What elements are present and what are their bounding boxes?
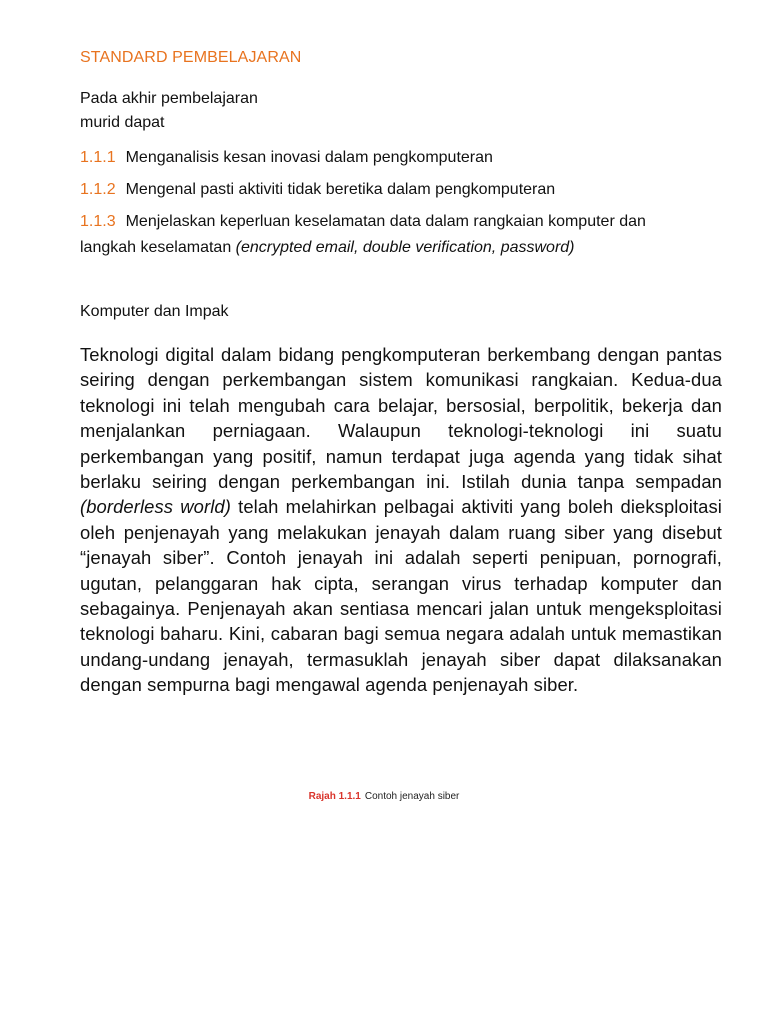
- section-title: Komputer dan Impak: [80, 303, 229, 320]
- caption-text: Contoh jenayah siber: [364, 791, 460, 802]
- outcome-extra: (encrypted email, double verification, password): [235, 239, 575, 256]
- intro-line-1: Pada akhir pembelajaran: [80, 90, 258, 107]
- intro-text: [80, 87, 258, 135]
- outcome-number: 1.1.3: [80, 213, 116, 230]
- outcome-item-2: [80, 177, 700, 203]
- paragraph-part-2: telah melahirkan pelbagai aktiviti yang boleh dieksploitasi oleh penjenayah yang melakukan jenayah dalam ruang siber yang disebut “jenayah siber”. Contoh jenayah ini adalah seperti penipuan, pornografi, ugutan, pelanggaran hak cipta, serangan virus terhadap komputer dan sebagainya. Penjenayah akan sentiasa mencari jalan untuk mengeksploitasi teknologi baharu. Kini, cabaran bagi semua negara adalah untuk memastikan undang-undang jenayah, termasuklah jenayah siber dapat dilaksanakan dengan sempurna bagi mengawal agenda penjenayah siber.: [80, 496, 722, 696]
- outcome-number: 1.1.1: [80, 149, 116, 166]
- paragraph-italic-term: (borderless world): [80, 496, 231, 518]
- body-paragraph: [80, 342, 722, 698]
- section-heading: STANDARD PEMBELAJARAN: [80, 49, 302, 66]
- outcome-item-3: [80, 209, 705, 261]
- caption-label: Rajah 1.1.1: [308, 791, 361, 802]
- outcome-number: 1.1.2: [80, 181, 116, 198]
- outcome-text: Menganalisis kesan inovasi dalam pengkomputeran: [125, 149, 493, 166]
- intro-line-2: murid dapat: [80, 114, 165, 131]
- paragraph-part-1: Teknologi digital dalam bidang pengkomputeran berkembang dengan pantas seiring dengan perkembangan sistem komunikasi rangkaian. Kedua-dua teknologi ini telah mengubah cara belajar, bersosial, berpolitik, bekerja dan menjalankan perniagaan. Walaupun teknologi-teknologi ini suatu perkembangan yang positif, namun terdapat juga agenda yang tidak sihat berlaku seiring dengan perkembangan ini. Istilah dunia tanpa sempadan: [80, 344, 722, 493]
- outcome-item-1: [80, 145, 700, 171]
- figure-caption: [0, 791, 768, 802]
- outcome-text: Menjelaskan keperluan keselamatan data dalam rangkaian komputer dan langkah keselamatan: [80, 213, 646, 256]
- outcome-text: Mengenal pasti aktiviti tidak beretika dalam pengkomputeran: [125, 181, 556, 198]
